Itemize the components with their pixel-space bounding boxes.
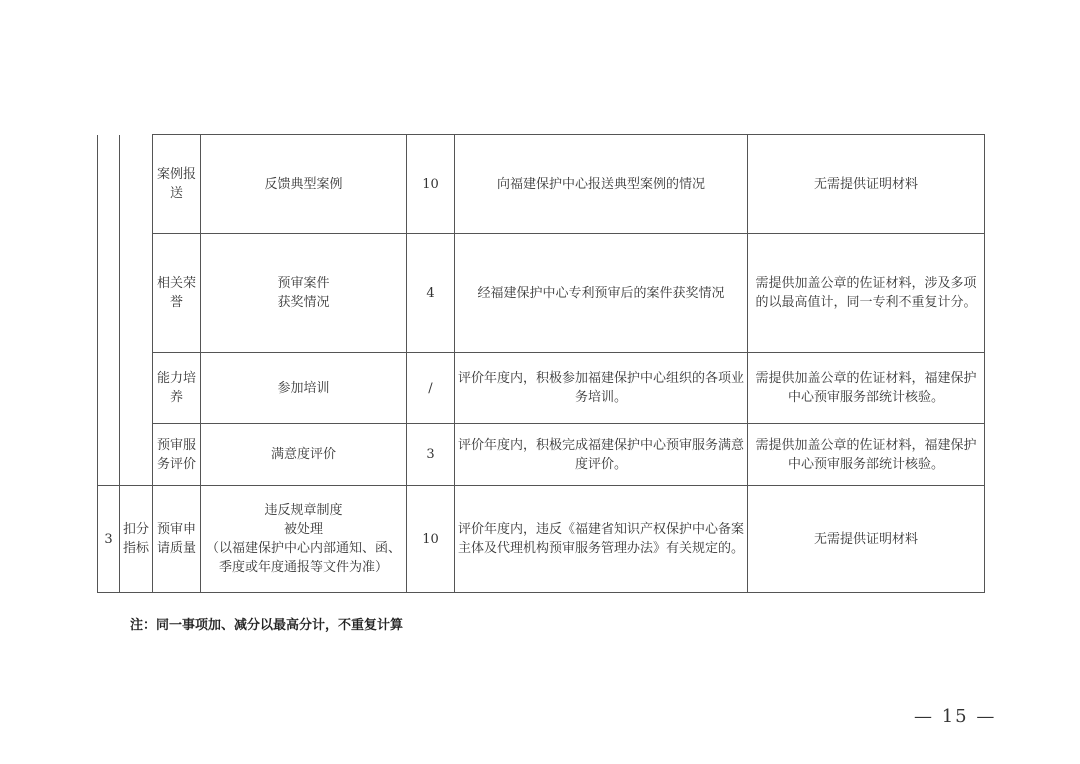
table-row xyxy=(98,353,985,424)
evidence-cell: 无需提供证明材料 xyxy=(748,486,985,593)
item-cell: 违反规章制度 被处理 （以福建保护中心内部通知、函、季度或年度通报等文件为准） xyxy=(201,486,407,593)
criteria-cell: 评价年度内，积极完成福建保护中心预审服务满意度评价。 xyxy=(455,424,748,486)
table-row xyxy=(98,234,985,353)
score-cell: / xyxy=(407,353,455,424)
evidence-cell: 无需提供证明材料 xyxy=(748,135,985,234)
item-cell: 反馈典型案例 xyxy=(201,135,407,234)
table-row xyxy=(98,486,985,593)
index-cell-empty xyxy=(98,135,120,486)
item-cell: 满意度评价 xyxy=(201,424,407,486)
evidence-cell: 需提供加盖公章的佐证材料，福建保护中心预审服务部统计核验。 xyxy=(748,424,985,486)
criteria-cell: 向福建保护中心报送典型案例的情况 xyxy=(455,135,748,234)
evidence-cell: 需提供加盖公章的佐证材料，福建保护中心预审服务部统计核验。 xyxy=(748,353,985,424)
score-cell: 4 xyxy=(407,234,455,353)
index-cell: 3 xyxy=(98,486,120,593)
item-cell: 参加培训 xyxy=(201,353,407,424)
page-number: — 15 — xyxy=(914,706,997,727)
scoring-table xyxy=(97,134,985,593)
table-row xyxy=(98,135,985,234)
criteria-cell: 评价年度内，违反《福建省知识产权保护中心备案主体及代理机构预审服务管理办法》有关规定的。 xyxy=(455,486,748,593)
table-row xyxy=(98,424,985,486)
criteria-cell: 经福建保护中心专利预审后的案件获奖情况 xyxy=(455,234,748,353)
category-cell: 预审服务评价 xyxy=(153,424,201,486)
footnote: 注：同一事项加、减分以最高分计，不重复计算 xyxy=(130,618,404,633)
score-cell: 10 xyxy=(407,135,455,234)
indicator-cell-empty xyxy=(120,135,153,486)
indicator-cell: 扣分指标 xyxy=(120,486,153,593)
category-cell: 相关荣誉 xyxy=(153,234,201,353)
score-cell: 10 xyxy=(407,486,455,593)
item-cell: 预审案件 获奖情况 xyxy=(201,234,407,353)
criteria-cell: 评价年度内，积极参加福建保护中心组织的各项业务培训。 xyxy=(455,353,748,424)
category-cell: 能力培养 xyxy=(153,353,201,424)
score-cell: 3 xyxy=(407,424,455,486)
category-cell: 预审申请质量 xyxy=(153,486,201,593)
category-cell: 案例报送 xyxy=(153,135,201,234)
evidence-cell: 需提供加盖公章的佐证材料，涉及多项的以最高值计，同一专利不重复计分。 xyxy=(748,234,985,353)
